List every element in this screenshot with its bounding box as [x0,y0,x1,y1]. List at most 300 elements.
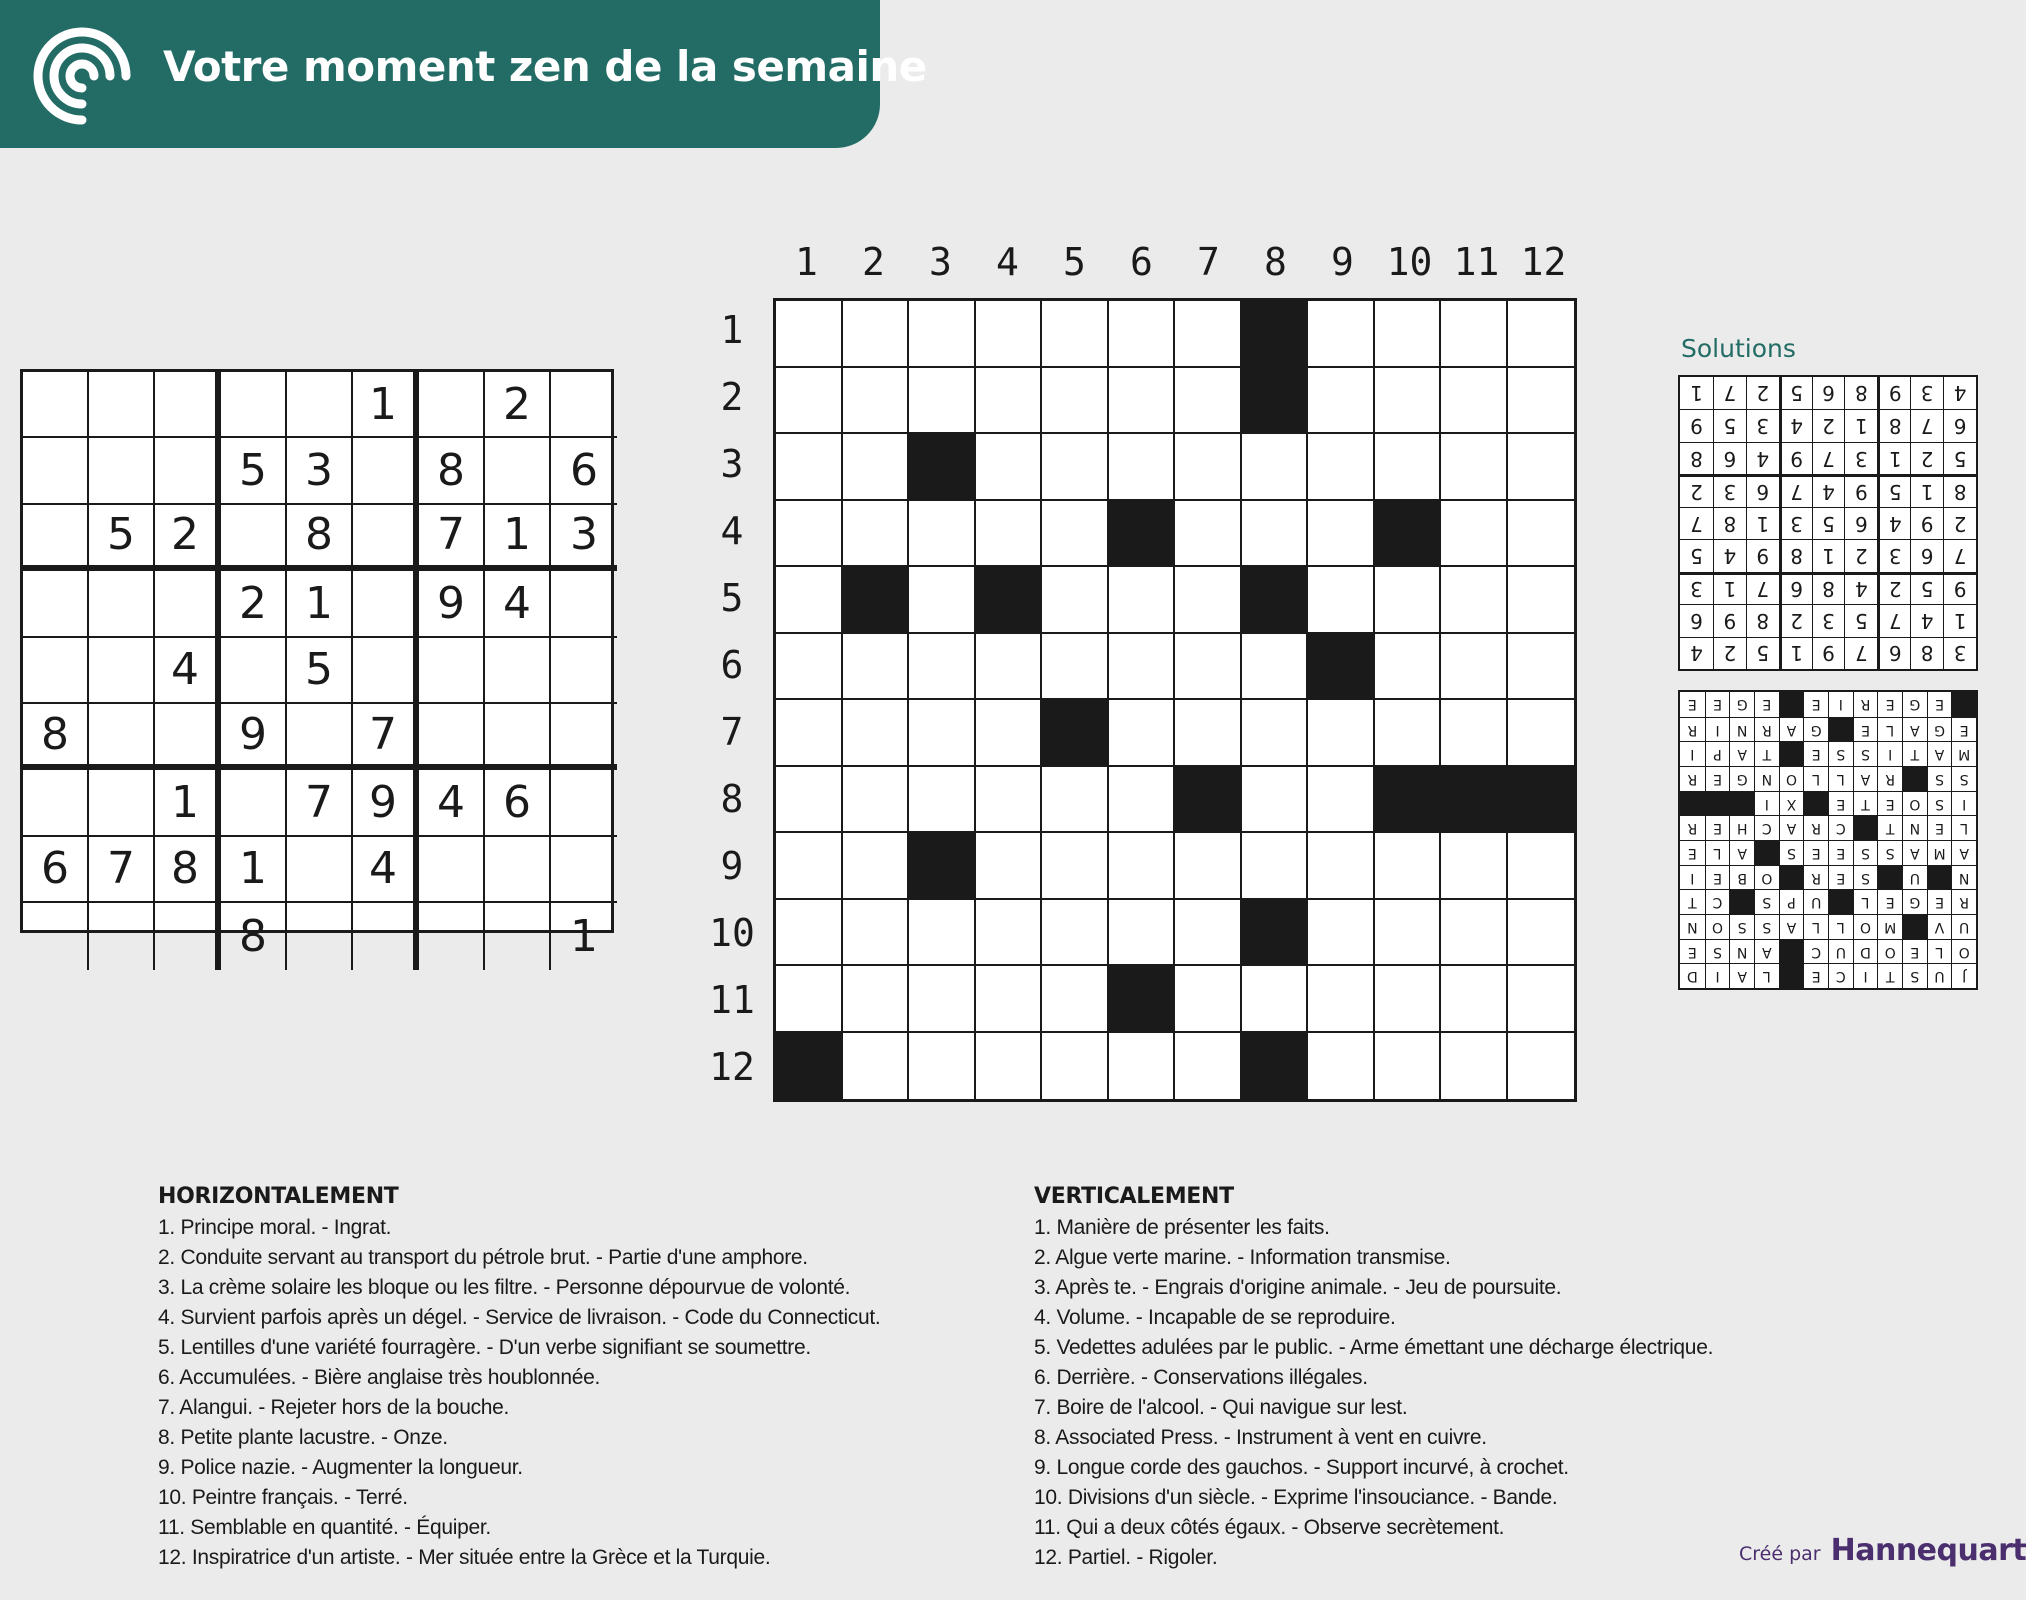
crossword-cell [1109,900,1176,967]
sudoku-cell [155,903,221,969]
across-clue: 12. Inspiratrice d'un artiste. - Mer située entre la Grèce et la Turquie. [158,1546,771,1569]
solution-crossword-cell: U [1803,889,1828,914]
solution-crossword-black-cell [1779,939,1804,964]
solution-sudoku-cell: 7 [1680,507,1713,539]
crossword-grid [773,298,1577,1102]
solution-crossword-cell: S [1705,939,1730,964]
crossword-cell [1242,700,1309,767]
sudoku-cell [485,903,551,969]
solution-sudoku-cell: 2 [1746,377,1779,409]
solution-crossword-cell: O [1853,914,1878,939]
solution-crossword-cell: U [1902,865,1927,890]
solution-crossword-cell: G [1729,692,1754,717]
solution-crossword-cell: I [1705,963,1730,988]
crossword-cell [776,966,843,1033]
crossword-cell [1109,301,1176,368]
solution-crossword-cell: N [1729,939,1754,964]
solution-crossword-black-cell [1902,914,1927,939]
crossword-row-number: 10 [709,911,755,955]
solution-crossword-cell: L [1877,717,1902,742]
crossword-cell [1109,700,1176,767]
crossword-cell [976,966,1043,1033]
crossword-column-number: 6 [1130,240,1153,284]
sudoku-cell [485,837,551,903]
solution-crossword-black-cell [1927,865,1952,890]
crossword-row-number: 2 [720,375,744,419]
credit [1739,1533,2026,1568]
solution-crossword-cell: E [1951,717,1976,742]
crossword-black-cell [1109,501,1176,568]
solution-sudoku-cell: 5 [1877,474,1910,506]
solution-crossword-cell: S [1951,766,1976,791]
crossword-cell [843,1033,910,1100]
crossword-cell [1175,1033,1242,1100]
solution-crossword-cell: I [1754,791,1779,816]
solution-crossword-cell: E [1705,865,1730,890]
sudoku-cell [419,903,485,969]
solution-crossword-black-cell [1779,865,1804,890]
sudoku-cell [287,903,353,969]
solution-crossword-cell: U [1927,963,1952,988]
solution-crossword-cell: M [1951,741,1976,766]
crossword-column-number: 3 [929,240,952,284]
crossword-black-cell [1109,966,1176,1033]
sudoku-cell: 9 [353,770,419,836]
crossword-row-number: 7 [720,710,744,754]
solution-crossword-cell: A [1754,939,1779,964]
crossword-column-number: 1 [795,240,818,284]
solution-sudoku-cell: 6 [1910,539,1943,571]
solution-crossword-cell: G [1927,717,1952,742]
crossword-cell [1308,368,1375,435]
down-clue-list [1034,1213,1934,1573]
solution-crossword-cell: T [1680,889,1705,914]
solution-crossword-cell: O [1877,939,1902,964]
solution-crossword-cell: S [1853,865,1878,890]
crossword-cell [1042,301,1109,368]
sudoku-cell [419,704,485,770]
crossword-cell [1175,833,1242,900]
solution-sudoku-cell: 6 [1844,507,1877,539]
sudoku-cell [287,837,353,903]
crossword-black-cell [1508,767,1575,834]
crossword-cell [909,567,976,634]
solution-crossword-cell: G [1902,889,1927,914]
solution-sudoku-cell: 3 [1943,637,1976,669]
solution-crossword-cell: L [1828,766,1853,791]
solution-crossword-cell: S [1927,791,1952,816]
crossword-cell [1242,966,1309,1033]
solution-crossword-cell: R [1680,766,1705,791]
solution-crossword-cell: C [1705,889,1730,914]
solution-crossword-cell: T [1877,815,1902,840]
sudoku-cell: 4 [419,770,485,836]
crossword-cell [843,634,910,701]
solution-sudoku-cell: 5 [1812,507,1845,539]
solution-crossword-cell: L [1754,963,1779,988]
crossword-cell [976,434,1043,501]
crossword-cell [1042,767,1109,834]
crossword-cell [1109,833,1176,900]
solution-crossword-cell: A [1902,840,1927,865]
solution-sudoku-cell: 5 [1844,604,1877,636]
solution-crossword-cell: M [1927,840,1952,865]
solution-sudoku-grid [1678,375,1978,671]
sudoku-cell [23,505,89,571]
solution-sudoku-cell: 4 [1943,377,1976,409]
solution-crossword-cell: A [1853,766,1878,791]
solution-sudoku-cell: 1 [1844,409,1877,441]
down-clue: 10. Divisions d'un siècle. - Exprime l'insouciance. - Bande. [1034,1486,1558,1509]
crossword-cell [909,900,976,967]
crossword-cell [1109,1033,1176,1100]
sudoku-cell [221,770,287,836]
solution-crossword-cell: S [1902,963,1927,988]
solution-sudoku-cell: 6 [1779,572,1812,604]
solution-sudoku-cell: 5 [1779,377,1812,409]
solution-crossword-black-cell [1705,791,1730,816]
solution-crossword-cell: S [1853,741,1878,766]
solution-crossword-cell: I [1828,692,1853,717]
solution-crossword-cell: I [1680,741,1705,766]
sudoku-cell [419,837,485,903]
sudoku-cell [551,704,617,770]
sudoku-cell [353,903,419,969]
solution-sudoku-cell: 4 [1779,409,1812,441]
solution-sudoku-cell: 2 [1812,409,1845,441]
solution-crossword-cell: L [1927,939,1952,964]
sudoku-cell [551,372,617,438]
crossword-cell [1308,301,1375,368]
down-clue: 7. Boire de l'alcool. - Qui navigue sur lest. [1034,1396,1408,1419]
solution-crossword-cell: E [1687,696,1697,713]
down-clue: 2. Algue verte marine. - Information transmise. [1034,1246,1451,1269]
solution-crossword-cell: R [1853,692,1878,717]
crossword-row-number: 3 [720,442,744,486]
sudoku-cell [551,571,617,637]
solution-crossword-grid [1678,690,1978,990]
crossword-cell [1175,700,1242,767]
solution-sudoku-cell: 6 [1877,637,1910,669]
across-clue: 8. Petite plante lacustre. - Onze. [158,1426,448,1449]
crossword-black-cell [909,434,976,501]
solution-crossword-cell: O [1779,766,1804,791]
crossword-cell [1308,434,1375,501]
solution-crossword-cell: R [1803,815,1828,840]
crossword-cell [1175,434,1242,501]
solution-crossword-cell: I [1680,865,1705,890]
solution-crossword-cell: A [1779,717,1804,742]
sudoku-cell [155,571,221,637]
sudoku-cell: 8 [155,837,221,903]
crossword-cell [843,900,910,967]
crossword-cell [976,368,1043,435]
solution-sudoku-cell: 8 [1713,507,1746,539]
solution-sudoku-cell: 7 [1713,377,1746,409]
solution-crossword-cell: L [1803,914,1828,939]
down-clue: 11. Qui a deux côtés égaux. - Observe secrètement. [1034,1516,1505,1539]
solution-sudoku-cell: 9 [1943,572,1976,604]
crossword-cell [1375,833,1442,900]
crossword-cell [909,501,976,568]
solution-crossword-cell: U [1828,939,1853,964]
crossword-column-number: 11 [1453,240,1500,284]
solution-crossword-cell: E [1705,692,1730,717]
crossword-cell [1175,501,1242,568]
solution-crossword-cell: E [1828,791,1853,816]
down-clue: 9. Longue corde des gauchos. - Support incurvé, à crochet. [1034,1456,1569,1479]
solution-sudoku-cell: 3 [1680,572,1713,604]
sudoku-cell: 7 [353,704,419,770]
crossword-cell [1441,567,1508,634]
solution-crossword-cell: E [1927,815,1952,840]
page-title: Votre moment zen de la semaine [163,42,927,91]
crossword-cell [1375,1033,1442,1100]
solution-crossword-cell: N [1951,865,1976,890]
crossword-cell [909,634,976,701]
sudoku-cell [23,903,89,969]
crossword-cell [1375,900,1442,967]
crossword-cell [1508,900,1575,967]
solution-crossword-cell: H [1729,815,1754,840]
crossword-cell [909,301,976,368]
solution-crossword-cell: N [1902,815,1927,840]
down-clue: 12. Partiel. - Rigoler. [1034,1546,1218,1569]
solution-sudoku-cell: 8 [1812,572,1845,604]
crossword-cell [1042,900,1109,967]
sudoku-cell [287,704,353,770]
solution-sudoku-cell: 2 [1713,637,1746,669]
across-clue: 2. Conduite servant au transport du pétrole brut. - Partie d'une amphore. [158,1246,808,1269]
crossword-black-cell [976,567,1043,634]
crossword-cell [976,1033,1043,1100]
sudoku-cell: 9 [221,704,287,770]
sudoku-cell [221,638,287,704]
crossword-black-cell [1375,767,1442,834]
solution-sudoku-cell: 5 [1943,442,1976,474]
solution-crossword-cell: E [1680,939,1705,964]
solution-crossword-cell: T [1853,791,1878,816]
crossword-cell [776,833,843,900]
crossword-column-number: 10 [1386,240,1433,284]
crossword-cell [1109,434,1176,501]
across-clue: 10. Peintre français. - Terré. [158,1486,408,1509]
sudoku-cell [287,372,353,438]
sudoku-cell: 9 [419,571,485,637]
sudoku-cell [23,571,89,637]
crossword-cell [976,767,1043,834]
solution-crossword-cell: E [1803,963,1828,988]
solution-sudoku-cell: 3 [1877,539,1910,571]
sudoku-cell: 1 [353,372,419,438]
crossword-cell [1308,567,1375,634]
crossword-column-number: 8 [1264,240,1287,284]
crossword-column-number: 9 [1331,240,1354,284]
solution-sudoku-cell: 3 [1713,474,1746,506]
solution-crossword-cell: O [1902,791,1927,816]
solution-sudoku-cell: 6 [1680,604,1713,636]
crossword-cell [1242,634,1309,701]
solution-crossword-cell: A [1729,741,1754,766]
across-clue: 5. Lentilles d'une variété fourragère. - D'un verbe signifiant se soumettre. [158,1336,811,1359]
solution-sudoku-cell: 6 [1746,474,1779,506]
crossword-black-cell [843,567,910,634]
sudoku-cell [155,438,221,504]
crossword-column-number: 2 [862,240,885,284]
crossword-cell [1508,567,1575,634]
solution-crossword-cell: O [1705,914,1730,939]
crossword-cell [1109,767,1176,834]
crossword-cell [1441,1033,1508,1100]
sudoku-cell: 8 [287,505,353,571]
solution-sudoku-cell: 6 [1713,442,1746,474]
crossword-cell [1441,900,1508,967]
sudoku-cell [353,638,419,704]
crossword-cell [1175,634,1242,701]
sudoku-cell: 5 [287,638,353,704]
solution-crossword-cell: E [1927,692,1952,717]
solution-crossword-cell: V [1927,914,1952,939]
crossword-cell [1042,567,1109,634]
solution-crossword-cell: S [1729,914,1754,939]
crossword-row-numbers [700,298,770,1102]
crossword-cell [976,501,1043,568]
solution-crossword-cell: E [1803,692,1828,717]
crossword-cell [909,1033,976,1100]
sudoku-cell [89,704,155,770]
solution-sudoku-cell: 8 [1779,539,1812,571]
solution-sudoku-cell: 2 [1844,539,1877,571]
solution-crossword-cell: C [1803,939,1828,964]
crossword-cell [976,301,1043,368]
crossword-cell [776,767,843,834]
solution-sudoku-cell: 3 [1844,442,1877,474]
solution-sudoku-cell: 7 [1746,572,1779,604]
solution-crossword-cell: M [1877,914,1902,939]
down-clue: 8. Associated Press. - Instrument à vent en cuivre. [1034,1426,1487,1449]
crossword-cell [1508,966,1575,1033]
solution-crossword-cell: T [1902,741,1927,766]
crossword-cell [976,833,1043,900]
sudoku-cell [485,438,551,504]
solution-sudoku-cell: 9 [1910,507,1943,539]
solution-crossword-cell: X [1779,791,1804,816]
solution-crossword-cell: U [1951,914,1976,939]
sudoku-cell [551,638,617,704]
sudoku-cell [89,372,155,438]
solution-crossword-cell: S [1754,889,1779,914]
crossword-cell [1175,567,1242,634]
solution-crossword-cell: E [1705,766,1730,791]
crossword-column-number: 12 [1520,240,1567,284]
crossword-cell [1042,966,1109,1033]
solution-sudoku-cell: 9 [1680,409,1713,441]
solution-sudoku-cell: 1 [1746,507,1779,539]
crossword-row-number: 1 [720,308,744,352]
sudoku-cell: 1 [287,571,353,637]
crossword-cell [1375,368,1442,435]
crossword-cell [1175,900,1242,967]
solution-crossword-cell: C [1754,815,1779,840]
solution-sudoku-cell: 6 [1812,377,1845,409]
solution-sudoku-cell: 9 [1713,604,1746,636]
sudoku-cell [23,372,89,438]
crossword-cell [1375,700,1442,767]
sudoku-cell [353,505,419,571]
crossword-row-number: 8 [720,777,744,821]
solution-crossword-cell: T [1877,963,1902,988]
credit-label: Créé par [1739,1543,1821,1565]
solution-sudoku-cell: 7 [1910,409,1943,441]
crossword-cell [1042,1033,1109,1100]
solution-crossword-cell: R [1754,717,1779,742]
solution-sudoku-cell: 7 [1812,442,1845,474]
across-clue: 11. Semblable en quantité. - Équiper. [158,1516,491,1539]
solution-crossword-cell: N [1680,914,1705,939]
sudoku-cell: 1 [221,837,287,903]
crossword-cell [1375,434,1442,501]
crossword-black-cell [1242,900,1309,967]
solution-sudoku-cell: 7 [1877,604,1910,636]
crossword-cell [1375,301,1442,368]
solution-crossword-cell: D [1853,939,1878,964]
crossword-cell [1375,634,1442,701]
solution-crossword-cell: S [1853,840,1878,865]
crossword-cell [1175,368,1242,435]
sudoku-cell [419,372,485,438]
solution-sudoku-cell: 4 [1713,539,1746,571]
sudoku-cell: 8 [23,704,89,770]
solution-sudoku-cell: 1 [1812,539,1845,571]
crossword-cell [1508,634,1575,701]
solution-crossword-cell: E [1828,865,1853,890]
crossword-cell [976,634,1043,701]
sudoku-cell [155,372,221,438]
crossword-black-cell [1042,700,1109,767]
solution-crossword-cell: E [1927,889,1952,914]
crossword-column-numbers [773,240,1577,290]
sudoku-cell: 6 [551,438,617,504]
crossword-cell [1242,434,1309,501]
solution-crossword-cell: E [1853,717,1878,742]
sudoku-cell: 5 [221,438,287,504]
solution-crossword-cell: P [1779,889,1804,914]
crossword-row-number: 6 [720,643,744,687]
crossword-column-number: 7 [1197,240,1220,284]
sudoku-cell [23,638,89,704]
crossword-cell [843,301,910,368]
sudoku-grid [20,369,614,962]
solution-crossword-cell: E [1803,840,1828,865]
solution-sudoku-cell: 9 [1812,637,1845,669]
sudoku-cell [89,770,155,836]
solution-crossword-cell: I [1877,741,1902,766]
solution-crossword-cell: C [1828,963,1853,988]
sudoku-cell [89,571,155,637]
solution-crossword-cell: S [1828,741,1853,766]
solution-crossword-cell: L [1828,914,1853,939]
sudoku-cell [485,638,551,704]
crossword-cell [1109,368,1176,435]
sudoku-cell: 2 [485,372,551,438]
down-clue: 3. Après te. - Engrais d'origine animale. - Jeu de poursuite. [1034,1276,1562,1299]
solution-sudoku-cell: 2 [1943,507,1976,539]
solution-sudoku-cell: 4 [1746,442,1779,474]
solution-sudoku-cell: 9 [1779,442,1812,474]
crossword-black-cell [1308,634,1375,701]
solution-sudoku-cell: 1 [1877,442,1910,474]
crossword-cell [843,966,910,1033]
